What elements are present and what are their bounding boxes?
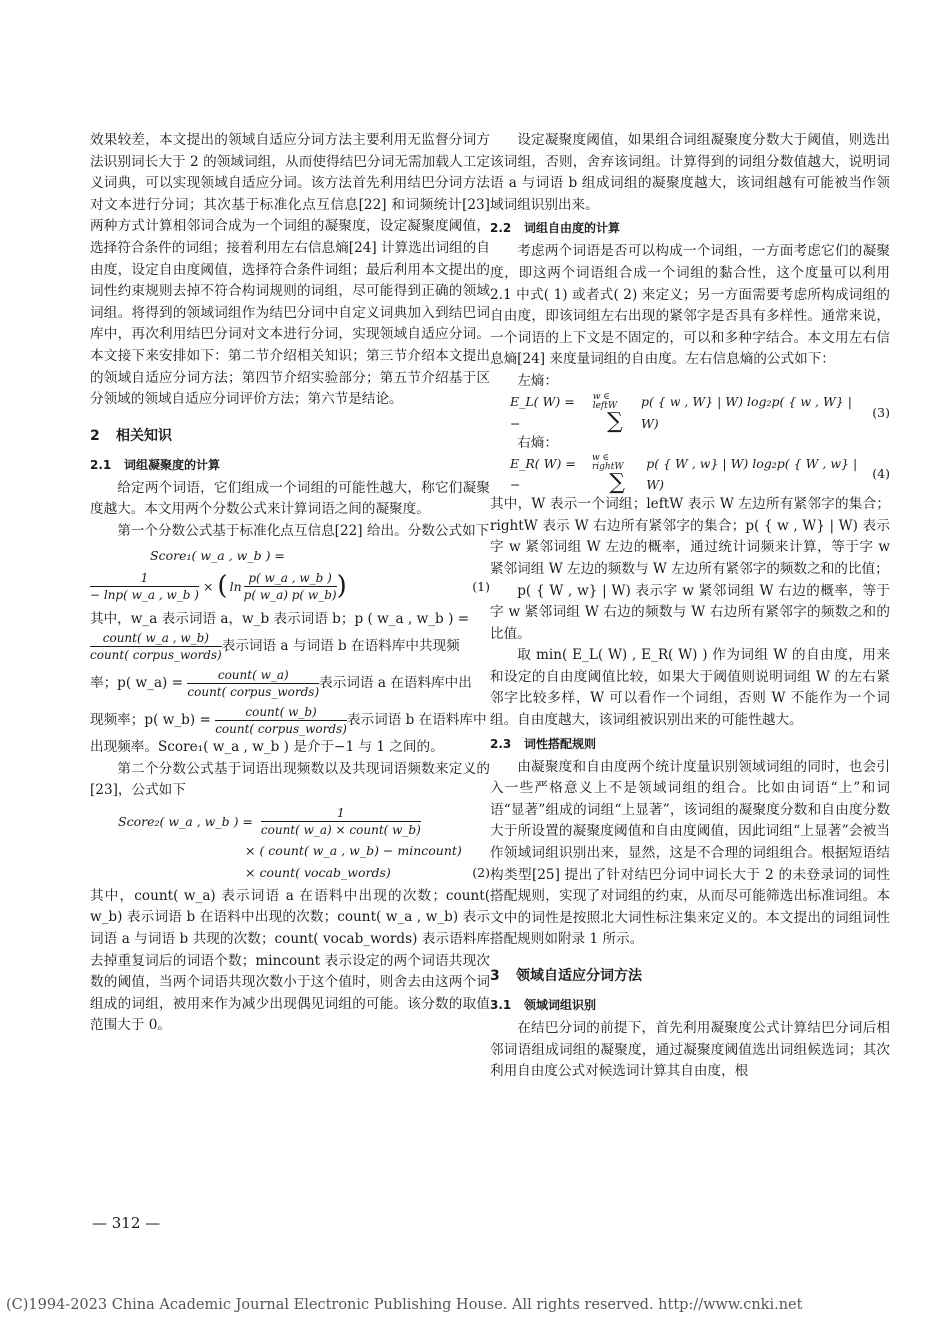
denominator: p( w_a) p( w_b) — [243, 588, 337, 602]
formula-label: 右熵： — [517, 434, 558, 451]
paragraph: 考虑两个词语是否可以构成一个词组，一方面考虑它们的凝聚度，即这两个词语组合成一个词组的黏合性，这个度量可以利用 2.1 中式( 1) 或者式( 2) 来定义；另一方面需要考虑所构成词组的自由度，即该词组左右出现的紧邻字是否具有多样性。通常来说，一个词语的上下文是不固定的，可以和多种字结合。本文用左右信息熵[24] 来度量词组的自由度。左右信息熵的公式如下： — [490, 243, 890, 368]
paragraph: 其中，W 表示一个词组；leftW 表示 W 左边所有紧邻字的集合；rightW 表示 W 右边所有紧邻字的集合；p( { w , W} | W) 表示字 w 紧邻词组 W 左边的概率，通过统计词频来计算，等于字 w 紧邻词组 W 左边的频数与 W 左边所有紧邻字的频数之和的比值； — [490, 496, 890, 577]
section-title: 领域自适应分词方法 — [516, 968, 642, 984]
subsection-number: 2.2 — [490, 221, 512, 236]
equation-number: (3) — [872, 404, 890, 420]
section-number: 2 — [90, 427, 100, 444]
paragraph: 设定凝聚度阈值，如果组合词组凝聚度分数大于阈值，则选出该词组，否则，舍弃该词组。计算得到的词组分数值越大，说明词语 a 与词语 b 组成词组的凝聚度越大，该词组越有可能被当作领域词组识别出来。 — [490, 132, 890, 213]
paragraph: 在结巴分词的前提下，首先利用凝聚度公式计算结巴分词后相邻词语组成词组的凝聚度，通过凝聚度阈值选出词组候选词；其次利用自由度公式对候选词计算其自由度，根 — [490, 1020, 890, 1080]
inline-text: 表示词语 a 与词语 b 在语料库中共现频 — [221, 638, 460, 655]
formula-lhs: E_R( W) = − — [510, 455, 576, 493]
inline-text: 表示词语 a 在语料库中出 — [319, 675, 472, 692]
numerator: count( w_b) — [215, 704, 347, 721]
denominator: − lnp( w_a , w_b ) — [90, 588, 199, 602]
left-column — [90, 130, 490, 1037]
paragraph: p( { W , w} | W) 表示字 w 紧邻词组 W 右边的概率，等于字 w 紧邻词组 W 右边的频数与 W 右边所有紧邻字的频数之和的比值。 — [490, 582, 890, 642]
subsection-title: 词性搭配规则 — [524, 736, 597, 751]
paragraph — [90, 704, 490, 737]
summation-index: w ∈ leftW — [592, 391, 618, 411]
paragraph: 第二个分数公式基于词语出现频数以及共现词语频数来定义的[23]，公式如下 — [90, 760, 490, 799]
formula-1: Score₁( w_a , w_b ) = $\frac{1}{- \ln p( w\_a , w\_b )}$ × ( ln $\frac{p( w\_a , w\_b )}{p( w\_a) p( w\_b)}$ ) (1) — [90, 545, 490, 607]
formula-body: p( { w , W} | W) log₂p( { w , W} | W) — [640, 393, 852, 431]
formula-4 — [490, 453, 890, 496]
subsection-number: 2.3 — [490, 736, 512, 751]
paragraph: 效果较差，本文提出的领域自适应分词方法主要利用无监督分词方法识别词长大于 2 的领域词组，从而使得结巴分词无需加载人工定义词典，可以实现领域自适应分词。该方法首先利用结巴分词方法对文本进行分词；其次基于标准化点互信息[22] 和词频统计[23] 两种方式计算相邻词合成为一个词组的凝聚度，设定凝聚度阈值，选择符合条件的词组；接着利用左右信息熵[24] 计算选出词组的自由度，设定自由度阈值，选择符合条件词组；最后利用本文提出的词性约束规则去掉不符合构词规则的词组，尽可能得到正确的领域词组。将得到的领域词组作为结巴分词中自定义词典加入到结巴词库中，再次利用结巴分词对文本进行分词，实现领域自适应分词。本文接下来安排如下：第二节介绍相关知识；第三节介绍本文提出的领域自适应分词方法；第四节介绍实验部分；第五节介绍基于区分领域的领域自适应分词评价方法；第六节是结论。 — [90, 132, 490, 408]
paragraph — [90, 630, 490, 663]
section-heading — [490, 965, 890, 987]
equation-number: (1) — [472, 578, 490, 594]
inline-text: 表示词语 b 在语料库中 — [346, 712, 487, 729]
subsection-title: 词组凝聚度的计算 — [124, 457, 221, 472]
fraction — [215, 704, 347, 737]
subsection-heading — [490, 734, 890, 755]
section-title: 相关知识 — [116, 427, 172, 444]
paragraph: 出现频率。Score₁( w_a , w_b ) 是介于−1 与 1 之间的。 — [90, 739, 444, 756]
right-column — [490, 130, 890, 1083]
denominator: count( w_a) × count( w_b) — [260, 823, 421, 838]
fraction — [187, 667, 319, 700]
formula-lhs: Score₂( w_a , w_b ) = — [118, 814, 253, 830]
summation-index: w ∈ rightW — [591, 453, 624, 473]
page-number: — 312 — — [92, 1214, 161, 1232]
formula-label: 左熵： — [517, 372, 558, 389]
fraction — [244, 570, 337, 603]
paragraph: 取 min( E_L( W) , E_R( W) ) 作为词组 W 的自由度，用来和设定的自由度阈值比较，如果大于阈值则说明词组 W 的左右紧邻字比较多样，W 可以看作一个词组，否则 W 不能作为一个词组。自由度越大，该词组被识别出来的可能性越大。 — [490, 647, 890, 729]
fraction — [90, 570, 199, 603]
section-number: 3 — [490, 968, 500, 984]
summation: w ∈ rightW ∑ — [592, 454, 642, 494]
numerator: 1 — [261, 805, 421, 822]
equation-number: (4) — [872, 466, 890, 482]
equation-number: (2) — [472, 865, 490, 881]
denominator: count( corpus_words) — [215, 722, 347, 737]
fraction — [90, 630, 222, 663]
denominator: count( corpus_words) — [90, 648, 222, 663]
formula-2 — [90, 804, 490, 884]
inline-text: 现频率；p( w_b) = — [90, 712, 211, 729]
fraction — [261, 805, 421, 838]
paragraph: 其中，count( w_a) 表示词语 a 在语料中出现的次数；count( w_b) 表示词语 b 在语料中出现的次数；count( w_a , w_b) 表示词语 a 与词语 b 共现的次数；count( vocab_words) 表示语料库去掉重复词后的词语个数；mincount 表示设定的两个词语共现次数的阈值，当两个词语共现次数小于这个值时，则舍去由这两个词组成的词组，被用来作为减少出现偶见词组的可能。该分数的取值范围大于 0。 — [90, 887, 490, 1034]
formula-lhs: E_L( W) = − — [510, 393, 575, 431]
subsection-heading — [490, 218, 890, 239]
numerator: count( w_a , w_b) — [90, 630, 222, 647]
denominator: count( corpus_words) — [187, 685, 320, 700]
formula-line: × count( vocab_words) — [245, 865, 391, 881]
subsection-heading — [490, 995, 890, 1016]
paragraph: 给定两个词语，它们组成一个词组的可能性越大，称它们凝聚度越大。本文用两个分数公式来计算词语之间的凝聚度。 — [90, 479, 490, 518]
formula-body: p( { W , w} | W) log₂p( { W , w} | W) — [646, 455, 858, 493]
copyright-footer: (C)1994-2023 China Academic Journal Electronic Publishing House. All rights reserved. http://www.cnki.net — [6, 1297, 803, 1313]
paragraph: 由凝聚度和自由度两个统计度量识别领域词组的同时，也会引入一些严格意义上不是领域词组的组合。比如由词语“上”和词语“显著”组成的词组“上显著”，该词组的凝聚度分数和自由度分数大于所设置的凝聚度阈值和自由度阈值，因此词组“上显著”会被当作领域词组识别出来，显然，这是不合理的词组组合。根据短语结构类型[25] 提出了针对结巴分词中词长大于 2 的未登录词的词性搭配规则，实现了对词组的约束，从而尽可能筛选出标准词组。本文中的词性是按照北大词性标注集来定义的。本文提出的词组词性搭配规则如附录 1 所示。 — [490, 758, 890, 948]
inline-text: 率；p( w_a) = — [90, 675, 184, 692]
subsection-title: 词组自由度的计算 — [524, 221, 621, 236]
subsection-number: 3.1 — [490, 998, 512, 1012]
formula-line: × ( count( w_a , w_b) − mincount) — [245, 842, 462, 858]
numerator: p( w_a , w_b ) — [244, 570, 337, 587]
subsection-heading — [90, 455, 490, 476]
section-heading — [90, 425, 490, 447]
paragraph — [90, 667, 490, 700]
subsection-title: 领域词组识别 — [524, 998, 597, 1012]
numerator: 1 — [90, 570, 199, 587]
numerator: count( w_a) — [187, 667, 319, 684]
summation: w ∈ leftW ∑ — [593, 393, 637, 433]
formula-lhs: Score₁( w_a , w_b ) = — [150, 547, 285, 563]
formula-3 — [490, 391, 890, 434]
paragraph: 第一个分数公式基于标准化点互信息[22] 给出。分数公式如下 — [117, 522, 490, 539]
subsection-number: 2.1 — [90, 457, 112, 472]
paragraph: 其中，w_a 表示词语 a，w_b 表示词语 b；p ( w_a , w_b ) = — [90, 610, 470, 627]
